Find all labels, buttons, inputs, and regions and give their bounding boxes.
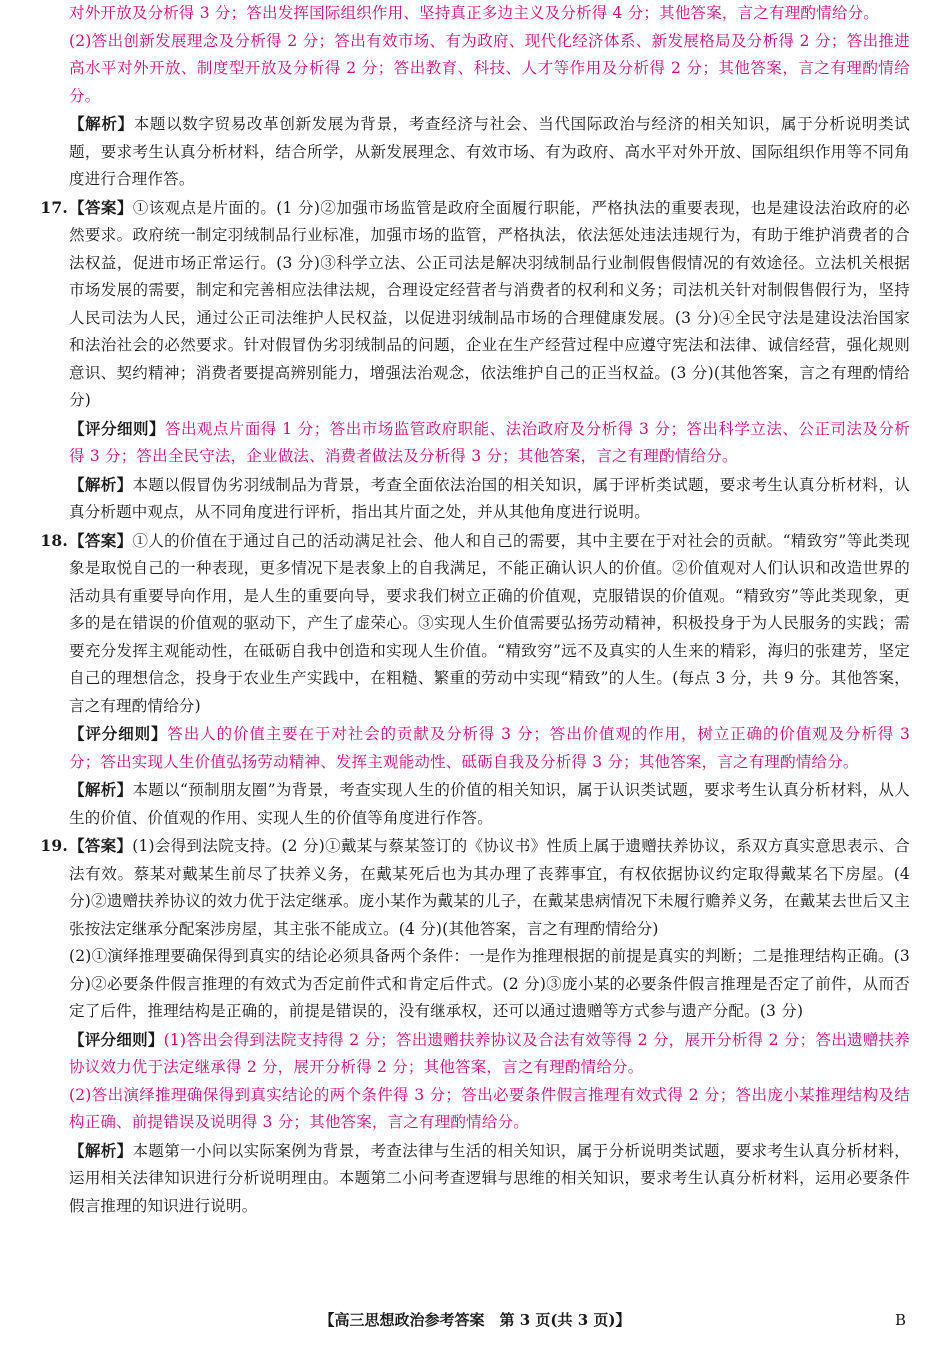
q17-answer-text: ①该观点是片面的。(1 分)②加强市场监管是政府全面履行职能，严格执法的重要表现，也是建设法治政府的必然要求。政府统一制定羽绒制品行业标准，加强市场的监管，严格执法，依法惩处违法违规行为，有助于维护消费者的合法权益，促进市场正常运行。(3 分)③科学立法、公正司法是解决羽绒制品行业制假售假情况的有效途径。立法机关根据市场发展的需要，制定和完善相应法律法规，合理设定经营者与消费者的权利和义务；司法机关针对制假售假行为，坚持人民司法为人民，通过公正司法维护人民权益，以促进羽绒制品市场的合理健康发展。(3 分)④全民守法是建设法治国家和法治社会的必然要求。针对假冒伪劣羽绒制品的问题，企业在生产经营过程中应遵守宪法和法律、诚信经营，强化规则意识、契约精神；消费者要提高辨别能力，增强法治观念，依法维护自己的正当权益。(3 分)(其他答案，言之有理酌情给分) <box>69 198 910 409</box>
q19-answer-part2: (2)①演绎推理要确保得到真实的结论必须具备两个条件：一是作为推理根据的前提是真实的判断；二是推理结构正确。(3 分)②必要条件假言推理的有效式为否定前件式和肯定后件式。(2 分)③庞小某的必要条件假言推理是否定了前件，从而否定了后件，推理结构是正确的，前提是错误的，没有继承权，还可以通过遗赠等方式参与遗产分配。(3 分) <box>69 947 910 1020</box>
paper-version: B <box>894 1311 906 1329</box>
answer-label: 【答案】 <box>69 530 133 550</box>
q18-answer <box>69 527 910 721</box>
q17-rubric-text: 答出观点片面得 1 分；答出市场监管政府职能、法治政府及分析得 3 分；答出科学立法、公正司法及分析得 3 分；答出全民守法，企业做法、消费者做法及分析得 3 分；其他答案，言之有理酌情给分。 <box>69 419 911 465</box>
q17-answer <box>69 194 910 415</box>
q19-analysis-text: 本题第一小问以实际案例为背景，考查法律与生活的相关知识，属于分析说明类试题，要求考生认真分析材料，运用相关法律知识进行分析说明理由。本题第二小问考查逻辑与思维的相关知识，要求考生认真分析材料，运用必要条件假言推理的知识进行说明。 <box>69 1141 910 1215</box>
rubric-label: 【评分细则】 <box>69 724 168 743</box>
q17-analysis <box>0 471 950 527</box>
question-18 <box>0 527 950 721</box>
question-number: 18. <box>40 530 68 550</box>
question-19 <box>0 832 950 943</box>
q19-answer-part1 <box>69 832 910 943</box>
q18-rubric-text: 答出人的价值主要在于对社会的贡献及分析得 3 分；答出价值观的作用，树立正确的价值观及分析得 3 分；答出实现人生价值弘扬劳动精神、发挥主观能动性、砥砺自我及分析得 3 分；其他答案，言之有理酌情给分。 <box>69 725 911 771</box>
analysis-label: 【解析】 <box>69 780 133 799</box>
rubric-label: 【评分细则】 <box>69 1029 164 1049</box>
q18-answer-text: ①人的价值在于通过自己的活动满足社会、他人和自己的需要，其中主要在于对社会的贡献。“精致穷”等此类现象是取悦自己的一种表现，更多情况下是表象上的自我满足，不能正确认识人的价值。②价值观对人们认识和改造世界的活动具有重要导向作用，是人生的重要向导，要求我们树立正确的价值观，克服错误的价值观。“精致穷”等此类现象，更多的是在错误的价值观的驱动下，产生了虚荣心。③实现人生价值需要弘扬劳动精神，积极投身于为人民服务的实践；需要充分发挥主观能动性，在砥砺自我中创造和实现人生价值。“精致穷”远不及真实的人生来的精彩，海归的张建芳，坚定自己的理想信念，投身于农业生产实践中，在粗糙、繁重的劳动中实现“精致”的人生。(每点 3 分，共 9 分。其他答案，言之有理酌情给分) <box>69 531 910 715</box>
q18-analysis-text: 本题以“预制朋友圈”为背景，考查实现人生的价值的相关知识，属于认识类试题，要求考生认真分析材料，从人生的价值、价值观的作用、实现人生的价值等角度进行作答。 <box>69 781 910 827</box>
q16-rubric-continuation: 对外开放及分析得 3 分；答出发挥国际组织作用、坚持真正多边主义及分析得 4 分；其他答案，言之有理酌情给分。 <box>69 4 879 22</box>
analysis-label: 【解析】 <box>69 1140 133 1160</box>
question-number: 17. <box>40 197 68 217</box>
answer-label: 【答案】 <box>69 197 133 217</box>
q19-rubric-part2: (2)答出演绎推理确保得到真实结论的两个条件得 3 分；答出必要条件假言推理有效式得 2 分；答出庞小某推理结构及结构正确、前提错误及说明得 3 分；其他答案，言之有理酌情给分。 <box>69 1085 910 1131</box>
q17-rubric <box>0 415 950 471</box>
q16-analysis-text: 本题以数字贸易改革创新发展为背景，考查经济与社会、当代国际政治与经济的相关知识，属于分析说明类试题，要求考生认真分析材料，结合所学，从新发展理念、有效市场、有为政府、高水平对外开放、国际组织作用等不同角度进行合理作答。 <box>69 115 910 188</box>
q19-rubric1-text: (1)答出会得到法院支持得 2 分；答出遗赠扶养协议及合法有效等得 2 分，展开分析得 2 分；答出遗赠扶养协议效力优于法定继承得 2 分，展开分析得 2 分；其他答案，言之有理酌情给分。 <box>69 1030 911 1076</box>
rubric-label: 【评分细则】 <box>69 418 165 438</box>
q16-analysis <box>0 110 950 194</box>
q18-rubric <box>0 720 950 776</box>
q19-answer1-text: (1)会得到法院支持。(2 分)①戴某与蔡某签订的《协议书》性质上属于遗赠扶养协议，系双方真实意思表示、合法有效。蔡某对戴某生前尽了扶养义务，在戴某死后也为其办理了丧葬事宜，有权依据协议约定取得戴某名下房屋。(4 分)②遗赠扶养协议的效力优于法定继承。庞小某作为戴某的儿子，在戴某患病情况下未履行赡养义务，在戴某去世后又主张按法定继承分配案涉房屋，其主张不能成立。(4 分)(其他答案，言之有理酌情给分) <box>69 837 910 938</box>
q16-rubric-part2: (2)答出创新发展理念及分析得 2 分；答出有效市场、有为政府、现代化经济体系、新发展格局及分析得 2 分；答出推进高水平对外开放、制度型开放及分析得 2 分；答出教育、科技、人才等作用及分析得 2 分；其他答案，言之有理酌情给分。 <box>69 31 910 105</box>
analysis-label: 【解析】 <box>69 474 133 494</box>
question-number: 19. <box>40 836 68 855</box>
q19-rubric-part1 <box>0 1026 950 1082</box>
footer-title: 【高三思想政治参考答案 第 3 页(共 3 页)】 <box>319 1311 631 1329</box>
question-17 <box>0 194 950 415</box>
q17-analysis-text: 本题以假冒伪劣羽绒制品为背景，考查全面依法治国的相关知识，属于评析类试题，要求考生认真分析材料，认真分析题中观点，从不同角度进行评析，指出其片面之处，并从其他角度进行说明。 <box>69 475 910 521</box>
analysis-label: 【解析】 <box>69 114 134 133</box>
q19-analysis <box>0 1137 950 1221</box>
q18-analysis <box>0 776 950 832</box>
answer-label: 【答案】 <box>69 836 133 855</box>
